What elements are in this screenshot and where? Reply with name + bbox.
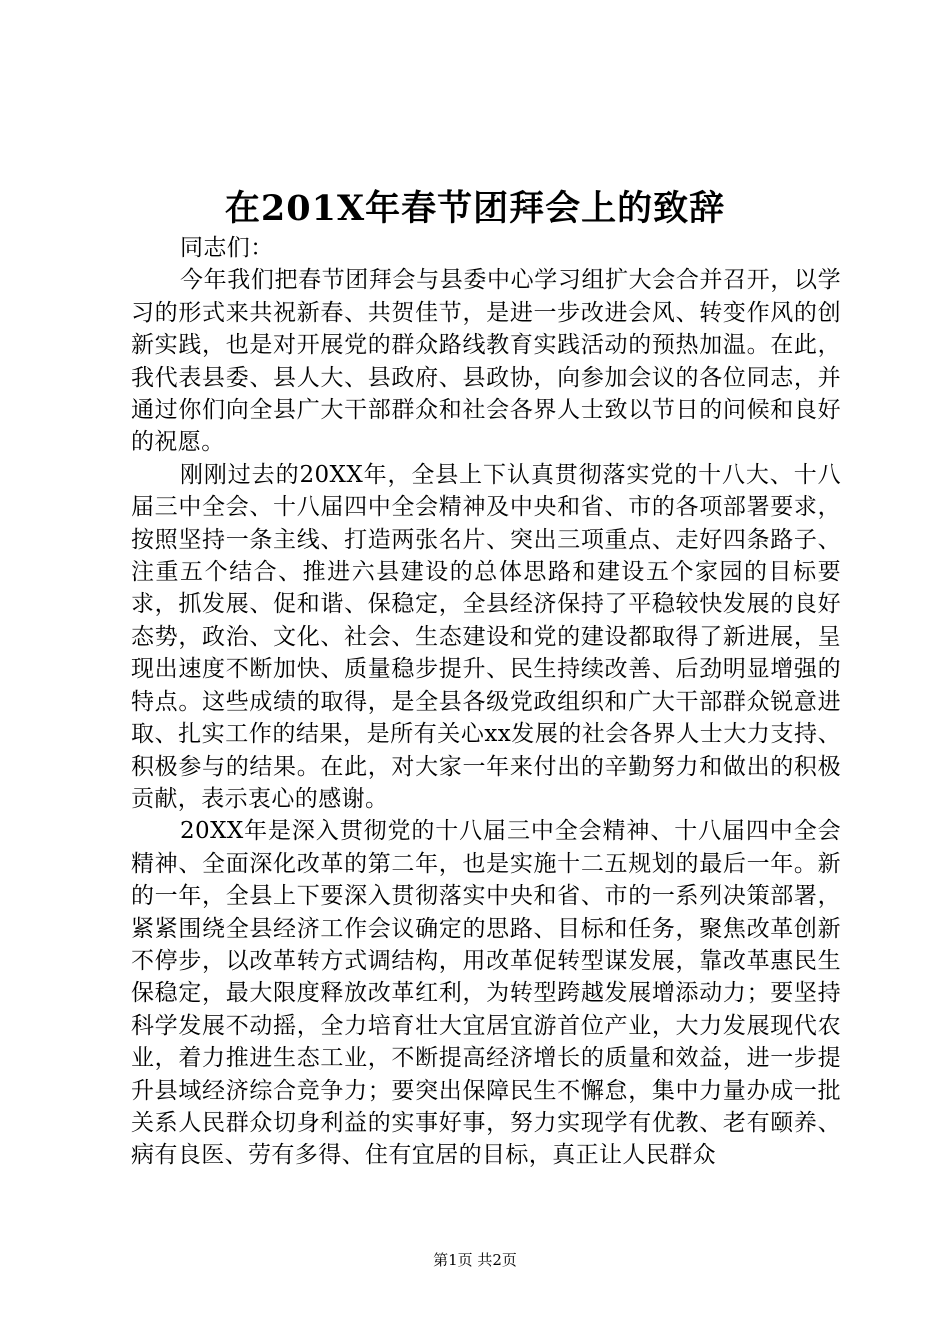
paragraph-1: 今年我们把春节团拜会与县委中心学习组扩大会合并召开，以学习的形式来共祝新春、共贺佳节，是进一步改进会风、转变作风的创新实践，也是对开展党的群众路线教育实践活动的预热加温。在此，我代表县委、县人大、县政府、县政协，向参加会议的各位同志，并通过你们向全县广大干部群众和社会各界人士致以节日的问候和良好的祝愿。 [131, 267, 841, 456]
document-title: 在201X年春节团拜会上的致辞 [224, 188, 726, 229]
salutation: 同志们： [180, 235, 274, 261]
paragraph-3: 20XX年是深入贯彻党的十八届三中全会精神、十八届四中全会精神、全面深化改革的第二年，也是实施十二五规划的最后一年。新的一年，全县上下要深入贯彻落实中央和省、市的一系列决策部署，紧紧围绕全县经济工作会议确定的思路、目标和任务，聚焦改革创新不停步，以改革转方式调结构，用改革促转型谋发展，靠改革惠民生保稳定，最大限度释放改革红利，为转型跨越发展增添动力；要坚持科学发展不动摇，全力培育壮大宜居宜游首位产业，大力发展现代农业，着力推进生态工业，不断提高经济增长的质量和效益，进一步提升县域经济综合竞争力；要突出保障民生不懈怠，集中力量办成一批关系人民群众切身利益的实事好事，努力实现学有优教、老有颐养、病有良医、劳有多得、住有宜居的目标，真正让人民群众 [131, 818, 841, 1169]
page-footer [0, 1250, 950, 1270]
page-number-label: 第1页 共2页 [433, 1251, 517, 1269]
document-body [131, 232, 841, 1172]
paragraph-2: 刚刚过去的20XX年，全县上下认真贯彻落实党的十八大、十八届三中全会、十八届四中全会精神及中央和省、市的各项部署要求，按照坚持一条主线、打造两张名片、突出三项重点、走好四条路子、注重五个结合、推进六县建设的总体思路和建设五个家园的目标要求，抓发展、促和谐、保稳定，全县经济保持了平稳较快发展的良好态势，政治、文化、社会、生态建设和党的建设都取得了新进展，呈现出速度不断加快、质量稳步提升、民生持续改善、后劲明显增强的特点。这些成绩的取得，是全县各级党政组织和广大干部群众锐意进取、扎实工作的结果，是所有关心xx发展的社会各界人士大力支持、积极参与的结果。在此，对大家一年来付出的辛勤努力和做出的积极贡献，表示衷心的感谢。 [131, 461, 841, 812]
